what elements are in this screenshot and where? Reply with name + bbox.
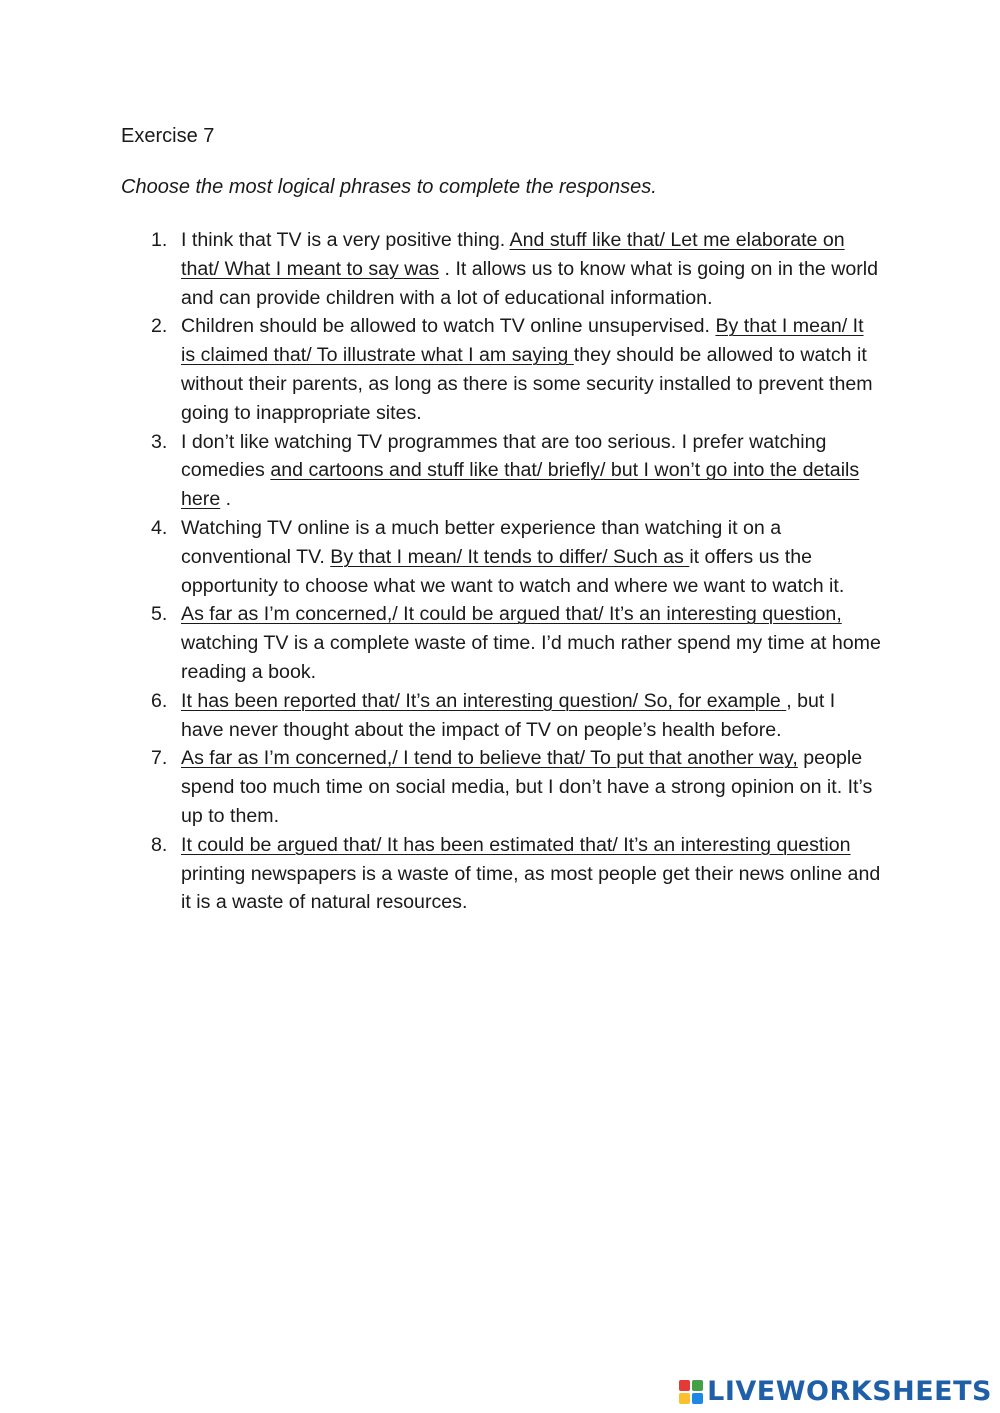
question-text-after: .: [220, 488, 232, 511]
question-6: [0, 687, 881, 745]
liveworksheets-logo: [679, 1376, 992, 1407]
question-text-after: printing newspapers is a waste of time, as most people get their news online and it is a waste of natural resources.: [181, 862, 881, 914]
logo-square-blue: [692, 1393, 703, 1404]
question-3: [0, 428, 881, 514]
question-text-after: they should be allowed to watch it without their parents, as long as there is some security installed to prevent them going to inappropriate sites.: [181, 344, 873, 424]
question-number: 6.: [151, 689, 168, 712]
phrase-options[interactable]: and cartoons and stuff like that/ briefly/ but I won’t go into the details here: [181, 459, 860, 511]
question-number: 4.: [151, 516, 168, 539]
exercise-title: Exercise 7: [121, 125, 215, 147]
question-number: 7.: [151, 747, 168, 770]
question-number: 1.: [151, 229, 168, 251]
question-4: [0, 514, 881, 600]
question-text-before: I think that TV is a very positive thing.: [181, 229, 510, 251]
phrase-options[interactable]: By that I mean/ It tends to differ/ Such as: [330, 545, 690, 568]
logo-square-green: [692, 1380, 703, 1391]
question-text-after: watching TV is a complete waste of time. I’d much rather spend my time at home reading a book.: [181, 632, 881, 683]
phrase-options[interactable]: As far as I’m concerned,/ I tend to believe that/ To put that another way,: [181, 747, 798, 770]
question-text-before: I don’t like watching TV programmes that are too serious. I prefer watching comedies: [181, 430, 827, 482]
question-text-after: it offers us the opportunity to choose what we want to watch and where we want to watch it.: [181, 545, 845, 597]
question-text-before: Watching TV online is a much better experience than watching it on a conventional TV.: [181, 516, 782, 568]
question-1: [0, 226, 881, 312]
phrase-options[interactable]: It has been reported that/ It’s an interesting question/ So, for example: [181, 689, 787, 712]
phrase-options[interactable]: And stuff like that/ Let me elaborate on that/ What I meant to say was: [181, 229, 845, 280]
logo-square-red: [679, 1380, 690, 1391]
logo-text: LIVEWORKSHEETS: [707, 1376, 992, 1407]
phrase-options[interactable]: As far as I’m concerned,/ It could be argued that/ It’s an interesting question,: [181, 603, 842, 626]
question-number: 3.: [151, 430, 168, 453]
question-number: 2.: [151, 315, 168, 338]
phrase-options[interactable]: It could be argued that/ It has been estimated that/ It’s an interesting question: [181, 833, 851, 856]
question-number: 5.: [151, 603, 168, 626]
question-8: [0, 831, 881, 917]
question-text-after: people spend too much time on social media, but I don’t have a strong opinion on it. It’s up to them.: [181, 747, 873, 827]
phrase-options[interactable]: By that I mean/ It is claimed that/ To illustrate what I am saying: [181, 315, 864, 367]
question-7: [0, 744, 881, 830]
liveworksheets-logo-icon: [679, 1380, 703, 1404]
question-text-after: , but I have never thought about the impact of TV on people’s health before.: [181, 689, 836, 741]
question-number: 8.: [151, 833, 168, 856]
instructions: Choose the most logical phrases to complete the responses.: [121, 176, 657, 198]
question-2: [0, 312, 881, 427]
question-text-before: Children should be allowed to watch TV online unsupervised.: [181, 315, 716, 338]
question-5: [0, 600, 881, 686]
logo-square-yellow: [679, 1393, 690, 1404]
question-list: [0, 226, 1000, 917]
question-text-after: . It allows us to know what is going on in the world and can provide children with a lot of educational information.: [181, 257, 879, 309]
